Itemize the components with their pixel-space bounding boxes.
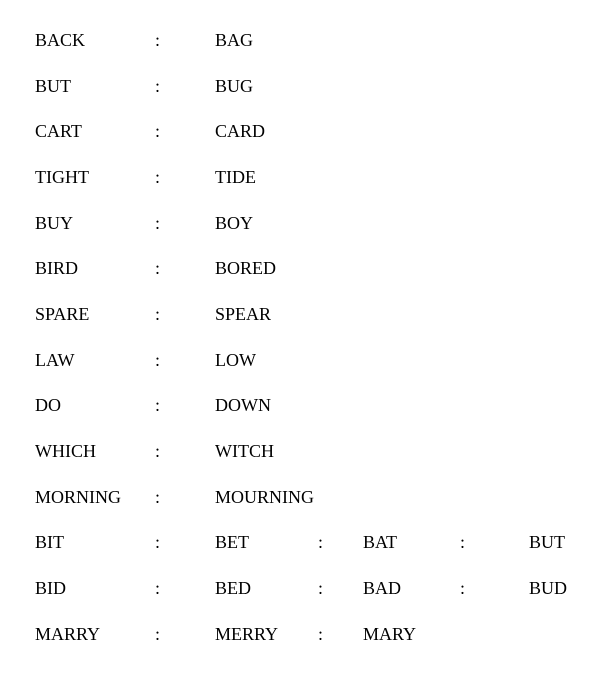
word-1: CART xyxy=(35,121,82,141)
word-pair-row xyxy=(0,348,602,372)
word-2: LOW xyxy=(215,350,256,370)
word-pair-row xyxy=(0,393,602,417)
word-pair-row xyxy=(0,576,602,600)
word-pair-row xyxy=(0,165,602,189)
separator-colon: : xyxy=(155,167,161,187)
separator-colon: : xyxy=(155,76,161,96)
word-2: BORED xyxy=(215,258,277,278)
word-2: BAG xyxy=(215,30,254,50)
word-1: WHICH xyxy=(35,441,96,461)
word-1: LAW xyxy=(35,350,75,370)
word-2: CARD xyxy=(215,121,266,141)
word-pair-row xyxy=(0,256,602,280)
word-2: BUG xyxy=(215,76,254,96)
word-3: BAT xyxy=(363,532,398,552)
word-1: BUY xyxy=(35,213,74,233)
separator-colon: : xyxy=(318,624,324,644)
separator-colon: : xyxy=(155,578,161,598)
word-4: BUD xyxy=(529,578,568,598)
word-1: MORNING xyxy=(35,487,122,507)
word-1: DO xyxy=(35,395,61,415)
word-2: SPEAR xyxy=(215,304,272,324)
separator-colon: : xyxy=(155,258,161,278)
word-2: MERRY xyxy=(215,624,279,644)
word-pair-row xyxy=(0,622,602,646)
word-1: SPARE xyxy=(35,304,90,324)
word-1: TIGHT xyxy=(35,167,89,187)
word-pair-row xyxy=(0,439,602,463)
word-1: BACK xyxy=(35,30,86,50)
separator-colon: : xyxy=(318,532,324,552)
word-pair-row xyxy=(0,485,602,509)
word-2: BED xyxy=(215,578,251,598)
word-pair-row xyxy=(0,211,602,235)
separator-colon: : xyxy=(155,487,161,507)
separator-colon: : xyxy=(155,121,161,141)
separator-colon: : xyxy=(155,624,161,644)
word-3: BAD xyxy=(363,578,402,598)
separator-colon: : xyxy=(318,578,324,598)
separator-colon: : xyxy=(155,395,161,415)
separator-colon: : xyxy=(155,350,161,370)
word-2: DOWN xyxy=(215,395,271,415)
word-1: MARRY xyxy=(35,624,101,644)
separator-colon: : xyxy=(460,578,466,598)
word-pair-row xyxy=(0,74,602,98)
word-pair-row xyxy=(0,119,602,143)
word-1: BIT xyxy=(35,532,64,552)
word-pair-row xyxy=(0,530,602,554)
word-1: BID xyxy=(35,578,66,598)
word-2: TIDE xyxy=(215,167,256,187)
separator-colon: : xyxy=(155,441,161,461)
separator-colon: : xyxy=(155,213,161,233)
separator-colon: : xyxy=(155,304,161,324)
word-pair-row xyxy=(0,28,602,52)
word-2: WITCH xyxy=(215,441,274,461)
word-1: BIRD xyxy=(35,258,79,278)
word-2: MOURNING xyxy=(215,487,314,507)
word-2: BOY xyxy=(215,213,254,233)
separator-colon: : xyxy=(460,532,466,552)
word-pair-row xyxy=(0,302,602,326)
word-1: BUT xyxy=(35,76,71,96)
word-2: BET xyxy=(215,532,249,552)
word-3: MARY xyxy=(363,624,417,644)
word-4: BUT xyxy=(529,532,565,552)
separator-colon: : xyxy=(155,30,161,50)
separator-colon: : xyxy=(155,532,161,552)
